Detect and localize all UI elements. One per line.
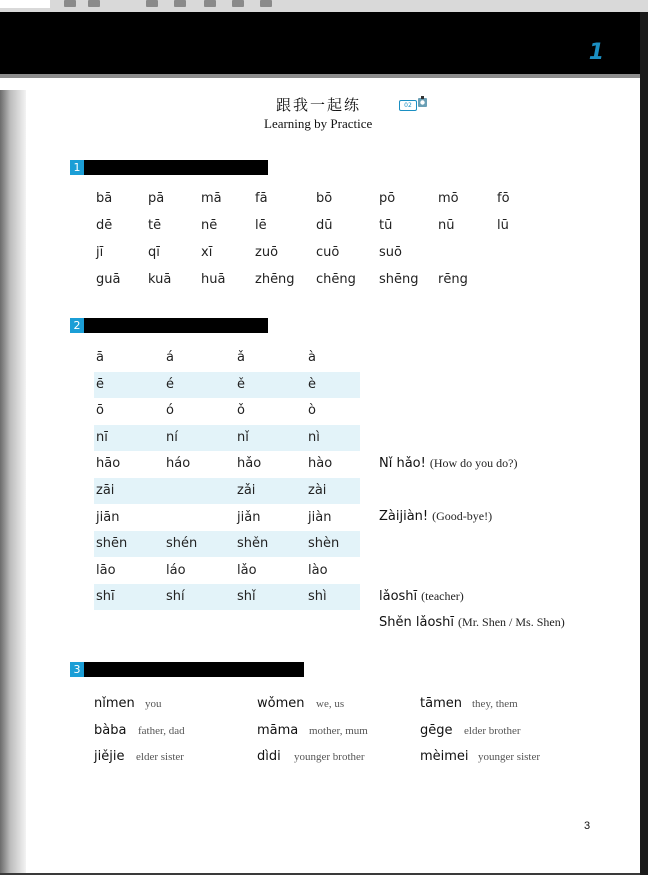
tone-syllable: é bbox=[166, 377, 174, 392]
vocab-gloss: mother, mum bbox=[309, 725, 368, 737]
syllable: suō bbox=[379, 245, 402, 260]
table-row-stripe bbox=[94, 372, 360, 398]
vocab-gloss: younger sister bbox=[478, 751, 541, 763]
tone-syllable: jiǎn bbox=[237, 510, 261, 525]
syllable: kuā bbox=[148, 272, 172, 287]
tone-syllable: jiān bbox=[96, 510, 120, 525]
syllable: pō bbox=[379, 191, 396, 206]
tone-syllable: láo bbox=[166, 563, 186, 578]
vocab-word: mèimei bbox=[420, 749, 469, 764]
phrase-gloss: (How do you do?) bbox=[429, 456, 518, 470]
grid-icon[interactable] bbox=[146, 0, 158, 7]
viewer-toolbar bbox=[0, 0, 648, 12]
syllable: qī bbox=[148, 245, 160, 260]
tone-syllable: zāi bbox=[96, 483, 115, 498]
lesson-number: 1 bbox=[588, 40, 604, 65]
tone-syllable: nì bbox=[308, 430, 320, 445]
tone-syllable: ē bbox=[96, 377, 104, 392]
syllable: xī bbox=[201, 245, 213, 260]
vocab-gloss: younger brother bbox=[294, 751, 365, 763]
vocab-gloss: you bbox=[145, 698, 162, 710]
syllable: nū bbox=[438, 218, 455, 233]
audio-icon[interactable] bbox=[417, 96, 428, 108]
syllable: nē bbox=[201, 218, 218, 233]
tone-syllable: shèn bbox=[308, 536, 340, 551]
section-2-number: 2 bbox=[70, 318, 84, 333]
title-chinese: 跟我一起练 bbox=[276, 96, 362, 114]
tone-syllable: ā bbox=[96, 350, 104, 365]
vocab-word: māma bbox=[257, 723, 299, 738]
tone-syllable: zǎi bbox=[237, 483, 256, 498]
eraser-icon[interactable] bbox=[232, 0, 244, 7]
tone-syllable: shì bbox=[308, 589, 327, 604]
table-row-stripe bbox=[94, 425, 360, 451]
vocab-word: wǒmen bbox=[257, 696, 305, 711]
syllable: dē bbox=[96, 218, 113, 233]
tone-syllable: hǎo bbox=[237, 456, 262, 471]
tone-syllable: nī bbox=[96, 430, 108, 445]
toolbar-blank bbox=[0, 0, 50, 8]
page-number: 3 bbox=[584, 820, 591, 832]
tone-syllable: shí bbox=[166, 589, 185, 604]
syllable: pā bbox=[148, 191, 165, 206]
tone-syllable: ní bbox=[166, 430, 178, 445]
syllable: bā bbox=[96, 191, 113, 206]
tone-syllable: lǎo bbox=[237, 563, 257, 578]
header-divider bbox=[0, 74, 640, 78]
syllable: fō bbox=[497, 191, 510, 206]
page-header bbox=[0, 12, 640, 74]
syllable: rēng bbox=[438, 272, 468, 287]
title-english: Learning by Practice bbox=[264, 116, 373, 131]
phrase-item bbox=[379, 509, 492, 524]
tone-syllable: shī bbox=[96, 589, 115, 604]
phrase-word: Shěn lǎoshī bbox=[379, 615, 455, 630]
syllable: zuō bbox=[255, 245, 279, 260]
section-2-header bbox=[70, 318, 268, 333]
syllable: mā bbox=[201, 191, 222, 206]
phrase-item bbox=[379, 589, 464, 604]
syllable: mō bbox=[438, 191, 459, 206]
tone-syllable: ó bbox=[166, 403, 174, 418]
vocab-gloss: elder sister bbox=[136, 751, 184, 763]
tone-syllable: á bbox=[166, 350, 174, 365]
vocab-word: gēge bbox=[420, 723, 453, 738]
phrase-gloss: (teacher) bbox=[421, 589, 464, 603]
save-icon[interactable] bbox=[204, 0, 216, 7]
vocab-gloss: they, them bbox=[472, 698, 518, 710]
section-3-number: 3 bbox=[70, 662, 84, 677]
tone-syllable: ě bbox=[237, 377, 245, 392]
syllable: shēng bbox=[379, 272, 419, 287]
syllable: bō bbox=[316, 191, 333, 206]
tone-syllable: hāo bbox=[96, 456, 121, 471]
phrase-word: Nǐ hǎo! bbox=[379, 456, 426, 471]
syllable: dū bbox=[316, 218, 333, 233]
textbook-page bbox=[0, 12, 640, 873]
syllable: zhēng bbox=[255, 272, 295, 287]
phrase-gloss: (Mr. Shen / Ms. Shen) bbox=[458, 615, 565, 629]
tone-syllable: lào bbox=[308, 563, 328, 578]
page-gutter-shadow bbox=[0, 90, 26, 873]
tone-syllable: háo bbox=[166, 456, 191, 471]
fast-forward-icon[interactable] bbox=[88, 0, 100, 7]
tone-syllable: à bbox=[308, 350, 316, 365]
vocab-word: jiějie bbox=[94, 749, 125, 764]
tone-syllable: shǐ bbox=[237, 589, 256, 604]
tone-syllable: ǎ bbox=[237, 350, 245, 365]
tone-syllable: jiàn bbox=[308, 510, 332, 525]
syllable: tē bbox=[148, 218, 162, 233]
pen-icon[interactable] bbox=[174, 0, 186, 7]
play-icon[interactable] bbox=[64, 0, 76, 7]
phrase-gloss: (Good-bye!) bbox=[432, 509, 493, 523]
syllable: chēng bbox=[316, 272, 356, 287]
audio-track-badge[interactable]: 02 bbox=[399, 100, 417, 111]
syllable: guā bbox=[96, 272, 121, 287]
tone-syllable: nǐ bbox=[237, 430, 249, 445]
syllable: cuō bbox=[316, 245, 340, 260]
tone-syllable: ō bbox=[96, 403, 104, 418]
syllable: fā bbox=[255, 191, 268, 206]
vocab-gloss: we, us bbox=[316, 698, 345, 710]
vocab-word: dìdi bbox=[257, 749, 281, 764]
syllable: jī bbox=[96, 245, 104, 260]
vocab-word: nǐmen bbox=[94, 696, 135, 711]
vocab-word: bàba bbox=[94, 723, 127, 738]
phrase-word: Zàijiàn! bbox=[379, 509, 429, 524]
page-edge bbox=[640, 12, 648, 875]
tone-syllable: ò bbox=[308, 403, 316, 418]
tone-syllable: lāo bbox=[96, 563, 116, 578]
tone-syllable: è bbox=[308, 377, 316, 392]
tone-syllable: shěn bbox=[237, 536, 269, 551]
clear-icon[interactable] bbox=[260, 0, 272, 7]
tone-syllable: ǒ bbox=[237, 403, 245, 418]
syllable: huā bbox=[201, 272, 226, 287]
section-3-header bbox=[70, 662, 304, 677]
phrase-item bbox=[379, 615, 565, 630]
vocab-word: tāmen bbox=[420, 696, 462, 711]
section-1-header bbox=[70, 160, 268, 175]
tone-syllable: zài bbox=[308, 483, 327, 498]
vocab-gloss: elder brother bbox=[464, 725, 521, 737]
syllable: lū bbox=[497, 218, 509, 233]
section-1-number: 1 bbox=[70, 160, 84, 175]
tone-syllable: hào bbox=[308, 456, 333, 471]
tone-syllable: shén bbox=[166, 536, 198, 551]
phrase-word: lǎoshī bbox=[379, 589, 418, 604]
syllable: lē bbox=[255, 218, 267, 233]
vocab-gloss: father, dad bbox=[138, 725, 185, 737]
phrase-item bbox=[379, 456, 518, 471]
syllable: tū bbox=[379, 218, 393, 233]
tone-syllable: shēn bbox=[96, 536, 128, 551]
